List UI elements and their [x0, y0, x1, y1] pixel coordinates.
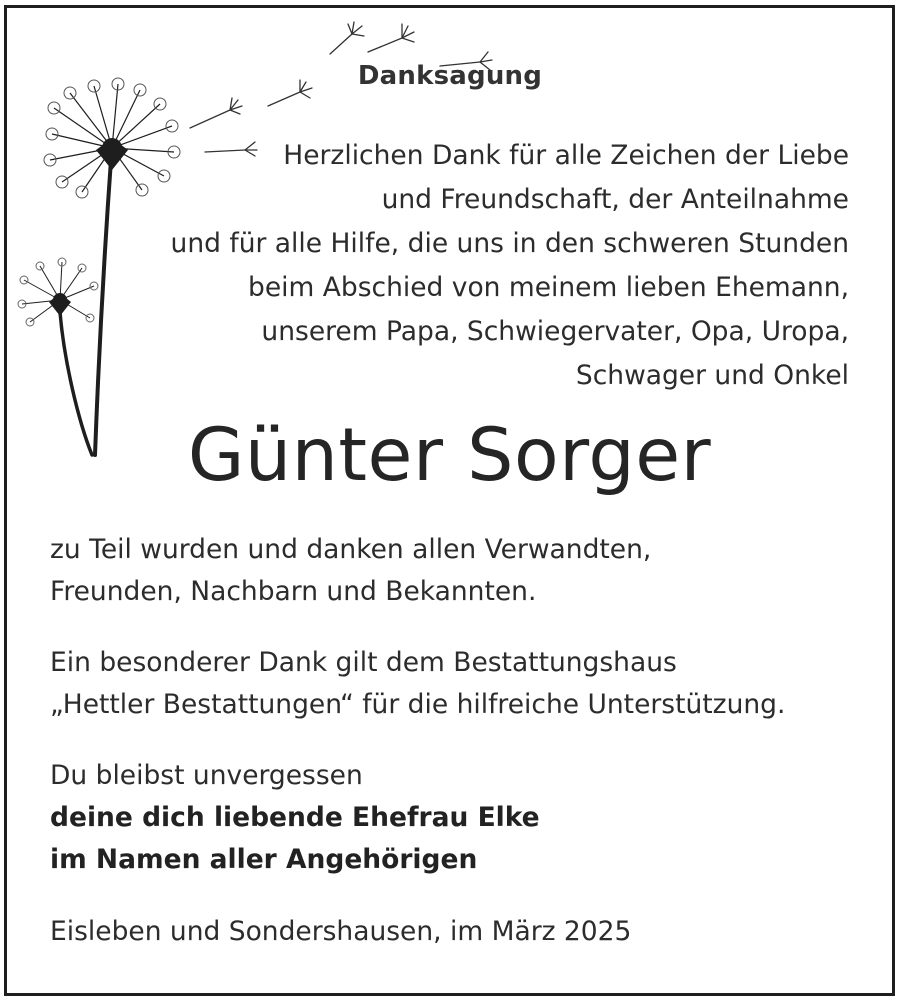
deceased-name: Günter Sorger — [187, 413, 712, 498]
farewell-line: Du bleibst unvergessen — [50, 760, 363, 791]
special-thanks-text — [50, 642, 785, 726]
signature-line: im Namen aller Angehörigen — [50, 844, 478, 875]
notice-heading: Danksagung — [357, 61, 543, 91]
place-date: Eisleben und Sondershausen, im März 2025 — [50, 916, 632, 947]
thanks-line: unserem Papa, Schwiegervater, Opa, Uropa, — [261, 316, 849, 347]
thanks-text — [89, 134, 849, 398]
continuation-text — [50, 529, 651, 613]
special-thanks-line: „Hettler Bestattungen“ für die hilfreiche Unterstützung. — [50, 689, 786, 720]
signature-line: deine dich liebende Ehefrau Elke — [50, 802, 540, 833]
thanks-line: und für alle Hilfe, die uns in den schweren Stunden — [170, 228, 849, 259]
signature-block — [50, 755, 540, 881]
thanks-line: Herzlichen Dank für alle Zeichen der Liebe — [283, 140, 849, 171]
continuation-line: zu Teil wurden und danken allen Verwandten, — [50, 534, 652, 565]
continuation-line: Freunden, Nachbarn und Bekannten. — [50, 576, 537, 607]
thanks-line: und Freundschaft, der Anteilnahme — [381, 184, 849, 215]
thanks-line: beim Abschied von meinem lieben Ehemann, — [248, 272, 849, 303]
thanks-line: Schwager und Onkel — [575, 360, 849, 391]
special-thanks-line: Ein besonderer Dank gilt dem Bestattungshaus — [50, 647, 677, 678]
